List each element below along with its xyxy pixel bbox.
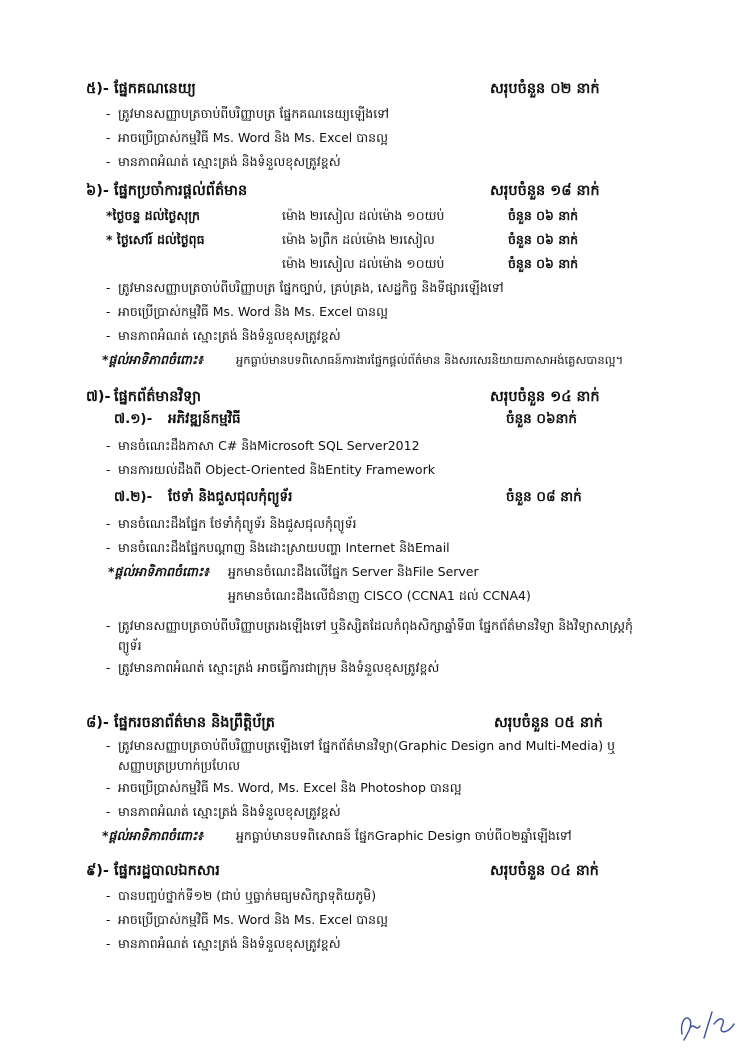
section-title: ផ្នែកព័ត៌មានវិទ្យា [114,389,201,405]
requirement-item: - មានចំណេះដឹងភាសា C# និងMicrosoft SQL Server2012 [106,438,420,453]
requirement-item: - អាចប្រើប្រាស់កម្មវិធី Ms. Word, Ms. Excel និង Photoshop បានល្អ [106,780,462,795]
schedule-row: *ថ្ងៃចន្ទ ដល់ថ្ងៃសុក្រ ម៉ោង ២រសៀល ដល់ម៉ោង ១០យប់ ចំនួន ០៦ នាក់ [106,208,579,223]
section-heading [86,714,656,736]
section-number: ៥)- [86,81,109,97]
requirement-item: - ត្រូវមានសញ្ញាបត្រចាប់ពីបរិញ្ញាបត្ររងឡើងទៅ ឬនិស្សិតដែលកំពុងសិក្សាឆ្នាំទី៣ ផ្នែកព័ត៌មានវិទ្យា និងវិទ្យាសាស្ត្រកុំព្យូទ័រ [106,618,633,653]
section-administration [86,862,656,956]
requirement-item: - បានបញ្ចប់ថ្នាក់ទី១២ (ជាប់ ឬធ្លាក់មធ្យមសិក្សាទុតិយភូមិ) [106,888,377,903]
requirement-item: - អាចប្រើប្រាស់កម្មវិធី Ms. Word និង Ms. Excel បានល្អ [106,304,388,319]
requirement-item: - អាចប្រើប្រាស់កម្មវិធី Ms. Word និង Ms. Excel បានល្អ [106,130,388,145]
section-total: សរុបចំនួន ០៤ នាក់ [490,863,599,879]
section-title: ផ្នែករចនាព័ត៌មាន និងព្រឹត្តិប័ត្រ [114,715,275,731]
section-title: ផ្នែកគណនេយ្យ [114,81,196,97]
priority-note-line: អ្នកមានចំណេះដឹងលើជំនាញ CISCO (CCNA1 ដល់ CCNA4) [228,588,531,603]
requirement-item: - អាចប្រើប្រាស់កម្មវិធី Ms. Word និង Ms. Excel បានល្អ [106,912,388,927]
priority-note: *ផ្តល់អាទិភាពចំពោះ៖ អ្នកមានចំណេះដឹងលើផ្នែក Server និងFile Server [108,564,479,579]
requirement-item: - មានភាពអំណត់ ស្មោះត្រង់ និងទំនួលខុសត្រូវខ្ពស់ [106,936,341,951]
section-title: ផ្នែកប្រចាំការផ្តល់ព័ត៌មាន [114,183,248,199]
requirement-item: - ត្រូវមានសញ្ញាបត្រចាប់ពីបរិញ្ញាបត្រ ផ្នែកគណនេយ្យឡើងទៅ [106,106,390,121]
section-title: ផ្នែករដ្ឋបាលឯកសារ [114,863,220,879]
section-information-desk [86,182,656,372]
requirement-item: - មានចំណេះដឹងផ្នែក ថែទាំកុំព្យូទ័រ និងជួសជុលកុំព្យូទ័រ [106,516,357,531]
section-total: សរុបចំនួន ១៤ នាក់ [490,389,600,405]
section-heading [86,388,656,410]
section-number: ៦)- [86,183,109,199]
schedule-row: ម៉ោង ២រសៀល ដល់ម៉ោង ១០យប់ ចំនួន ០៦ នាក់ [282,256,579,271]
section-total: សរុបចំនួន ០៥ នាក់ [494,715,603,731]
requirement-item: - ត្រូវមានសញ្ញាបត្រចាប់ពីបរិញ្ញាបត្រ ផ្នែកច្បាប់, គ្រប់គ្រង, សេដ្ឋកិច្ច និងទីផ្សារឡើងទៅ [106,280,504,295]
signature-initials [676,1004,738,1044]
section-number: ៨)- [86,715,109,731]
section-number: ៧)- [86,389,111,405]
requirement-item: - មានចំណេះដឹងផ្នែកបណ្តាញ និងដោះស្រាយបញ្ហា Internet និងEmail [106,540,450,555]
requirement-item: - មានភាពអំណត់ ស្មោះត្រង់ និងទំនួលខុសត្រូវខ្ពស់ [106,804,341,819]
requirement-item: - ត្រូវមានភាពអំណត់ ស្មោះត្រង់ អាចធ្វើការជាក្រុម និងទំនួលខុសត្រូវខ្ពស់ [106,660,440,675]
section-it [86,388,656,680]
requirement-item: - មានភាពអំណត់ ស្មោះត្រង់ និងទំនួលខុសត្រូវខ្ពស់ [106,328,341,343]
section-heading [86,862,656,884]
subsection-heading: ៧.១)- អភិវឌ្ឍន៍កម្មវិធី ចំនួន ០៦នាក់ [114,411,577,427]
schedule-row: * ថ្ងៃសៅរ៍ ដល់ថ្ងៃពុធ ម៉ោង ៦ព្រឹក ដល់ម៉ោង ២រសៀល ចំនួន ០៦ នាក់ [106,232,579,247]
requirement-item: - មានការយល់ដឹងពី Object-Oriented និងEntity Framework [106,462,435,477]
section-number: ៩)- [86,863,109,879]
priority-note: *ផ្តល់អាទិភាពចំពោះ៖ អ្នកធ្លាប់មានបទពិសោធន៍ ផ្នែកGraphic Design ចាប់ពី០២ឆ្នាំឡើងទៅ [102,828,572,843]
subsection-heading: ៧.២)- ថែទាំ និងជួសជុលកុំព្យូទ័រ ចំនួន ០៨ នាក់ [114,489,582,505]
section-heading [86,80,656,102]
requirement-item: - មានភាពអំណត់ ស្មោះត្រង់ និងទំនួលខុសត្រូវខ្ពស់ [106,154,341,169]
priority-note: *ផ្តល់អាទិភាពចំពោះ៖ អ្នកធ្លាប់មានបទពិសោធន៍ការងារផ្នែកផ្តល់ព័ត៌មាន និងសរសេរនិយាយភាសាអង់គ្លេសបានល្អ។ [102,352,624,367]
section-heading [86,182,656,204]
section-design [86,714,656,848]
section-total: សរុបចំនួន ០២ នាក់ [490,81,600,97]
requirement-item: - ត្រូវមានសញ្ញាបត្រចាប់ពីបរិញ្ញាបត្រឡើងទៅ ផ្នែកព័ត៌មានវិទ្យា(Graphic Design and Multi-Media) ឬសញ្ញាបត្រប្រហាក់ប្រហែល [106,738,616,773]
section-accounting [86,80,656,174]
section-total: សរុបចំនួន ១៨ នាក់ [490,183,600,199]
